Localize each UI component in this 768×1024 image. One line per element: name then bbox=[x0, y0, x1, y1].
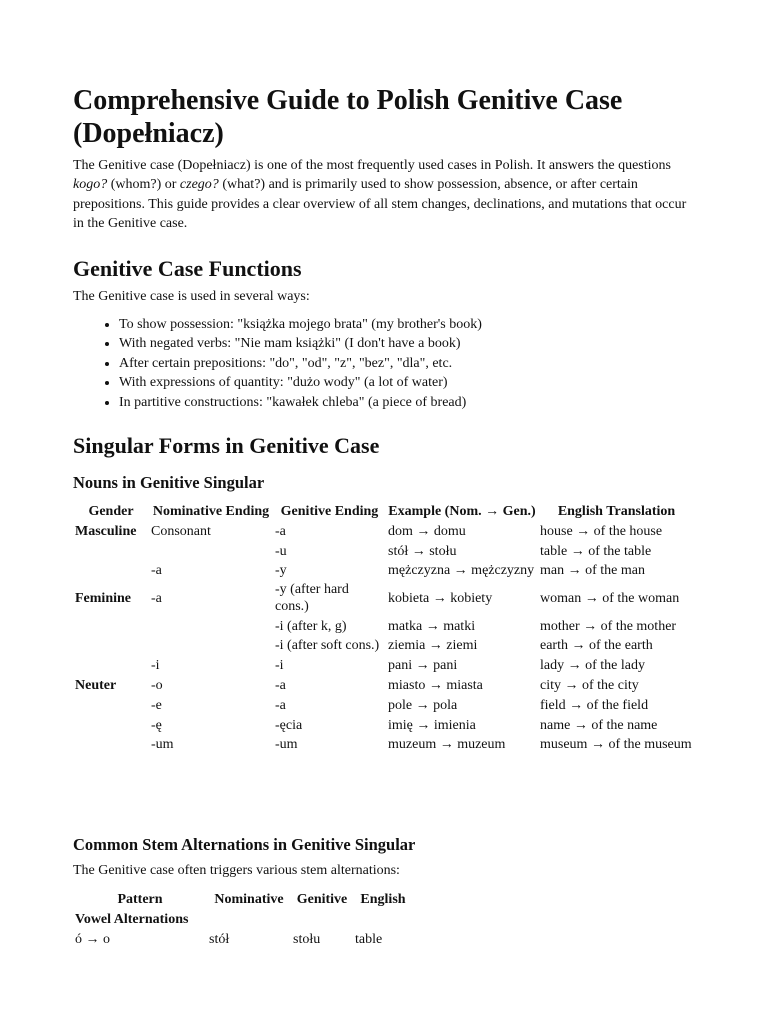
cell-example: matka → matki bbox=[388, 618, 476, 634]
cell-translation: name → of the name bbox=[540, 717, 658, 733]
table-row bbox=[73, 521, 695, 541]
cell-example: kobieta → kobiety bbox=[388, 590, 493, 606]
cell-example: muzeum → muzeum bbox=[388, 737, 506, 752]
cell-example: ziemia → ziemi bbox=[388, 638, 478, 653]
cell-genitive: -a bbox=[275, 523, 286, 539]
cell-gender bbox=[73, 735, 149, 754]
cell-gender: Neuter bbox=[75, 677, 117, 693]
column-header: English Translation bbox=[557, 504, 676, 519]
cell-translation: lady → of the lady bbox=[540, 657, 645, 673]
cell-gender bbox=[73, 561, 149, 580]
intro-text-2: (whom?) or bbox=[107, 177, 180, 193]
column-header: Gender bbox=[88, 504, 134, 519]
cell-nominative: -e bbox=[151, 697, 162, 713]
page-title: Comprehensive Guide to Polish Genitive Case (Dopełniacz) bbox=[73, 85, 623, 149]
cell-nominative: -um bbox=[151, 737, 174, 752]
table-row bbox=[73, 675, 695, 695]
cell-genitive: -i (after k, g) bbox=[275, 618, 347, 634]
cell-example: imię → imienia bbox=[388, 717, 476, 733]
cell-translation: mother → of the mother bbox=[540, 618, 677, 634]
genitive-singular-table bbox=[73, 502, 695, 754]
cell-genitive: -i (after soft cons.) bbox=[275, 638, 380, 653]
cell-example: stół → stołu bbox=[388, 543, 457, 559]
list-item: • After certain prepositions: "do", "od", "z", "bez", "dla", etc. bbox=[119, 354, 695, 373]
list-item: • With expressions of quantity: "dużo wody" (a lot of water) bbox=[119, 373, 695, 392]
intro-paragraph bbox=[73, 156, 695, 234]
nouns-heading: Nouns in Genitive Singular bbox=[73, 473, 265, 492]
cell-gender bbox=[73, 715, 149, 735]
functions-heading: Genitive Case Functions bbox=[73, 256, 302, 281]
table-row bbox=[73, 561, 695, 580]
group-label: Vowel Alternations bbox=[75, 912, 189, 927]
table-row bbox=[73, 541, 695, 561]
cell-genitive: -a bbox=[275, 697, 286, 713]
intro-text-1: The Genitive case (Dopełniacz) is one of the most frequently used cases in Polish. It answers the questions bbox=[73, 158, 671, 173]
cell-genitive: stołu bbox=[293, 932, 321, 947]
cell-example: pani → pani bbox=[388, 657, 458, 673]
cell-nominative: -i bbox=[151, 657, 160, 673]
cell-translation: house → of the house bbox=[540, 523, 663, 539]
cell-genitive: -y bbox=[275, 563, 287, 578]
table-row bbox=[73, 636, 695, 655]
list-item: • To show possession: "książka mojego brata" (my brother's book) bbox=[119, 315, 695, 334]
cell-genitive: -ęcia bbox=[275, 717, 303, 733]
cell-nominative: -o bbox=[151, 677, 163, 693]
cell-genitive: -um bbox=[275, 737, 298, 752]
table-row bbox=[73, 735, 695, 754]
cell-genitive: -a bbox=[275, 677, 286, 693]
cell-genitive: -u bbox=[275, 543, 287, 559]
column-header: Nominative Ending bbox=[152, 504, 270, 519]
cell-example: mężczyzna → mężczyzny bbox=[388, 563, 535, 578]
cell-nominative: -a bbox=[151, 590, 162, 606]
cell-english: table bbox=[355, 932, 383, 947]
column-header: Genitive bbox=[296, 892, 348, 907]
cell-nominative: Consonant bbox=[151, 523, 211, 539]
list-item: • In partitive constructions: "kawałek chleba" (a piece of bread) bbox=[119, 393, 695, 412]
cell-gender bbox=[73, 616, 149, 636]
functions-list bbox=[73, 315, 695, 412]
cell-translation: museum → of the museum bbox=[540, 737, 692, 752]
column-header: Genitive Ending bbox=[280, 504, 379, 519]
alternations-heading: Common Stem Alternations in Genitive Singular bbox=[73, 835, 416, 854]
cell-gender bbox=[73, 541, 149, 561]
cell-genitive: -i bbox=[275, 657, 284, 673]
functions-lead: The Genitive case is used in several ways: bbox=[73, 289, 310, 304]
cell-example: miasto → miasta bbox=[388, 677, 483, 693]
cell-gender: Feminine bbox=[75, 590, 131, 606]
cell-translation: man → of the man bbox=[540, 563, 645, 578]
cell-genitive: -y (after hard cons.) bbox=[275, 582, 349, 614]
cell-nominative: stół bbox=[209, 932, 230, 947]
cell-gender: Masculine bbox=[75, 523, 137, 539]
cell-translation: woman → of the woman bbox=[540, 590, 680, 606]
stem-alternations-table bbox=[73, 890, 413, 950]
cell-pattern: ó → o bbox=[75, 932, 110, 947]
table-row bbox=[73, 616, 695, 636]
cell-example: pole → pola bbox=[388, 697, 458, 713]
cell-gender bbox=[73, 655, 149, 675]
alternations-lead: The Genitive case often triggers various stem alternations: bbox=[73, 863, 400, 878]
table-row bbox=[73, 930, 413, 950]
column-header: Pattern bbox=[117, 892, 163, 907]
column-header: Nominative bbox=[214, 892, 284, 907]
cell-nominative: -a bbox=[151, 563, 162, 578]
intro-kogo: kogo? bbox=[73, 177, 108, 193]
table-header-row bbox=[73, 502, 695, 521]
table-row bbox=[73, 580, 695, 616]
cell-example: dom → domu bbox=[388, 523, 466, 539]
list-item: • With negated verbs: "Nie mam książki" (I don't have a book) bbox=[119, 334, 695, 353]
table-row bbox=[73, 695, 695, 715]
cell-translation: table → of the table bbox=[540, 543, 652, 559]
intro-text-3: (what?) and is primarily used to show possession, absence, or after certain prepositions. This guide provides a clear overview of all stem changes, declinations, and mutations that occur in the Genitive case. bbox=[73, 177, 687, 232]
table-header-row bbox=[73, 890, 413, 910]
cell-nominative bbox=[149, 541, 273, 561]
column-header: Example (Nom. → Gen.) bbox=[388, 504, 536, 519]
cell-nominative: -ę bbox=[151, 717, 162, 733]
cell-translation: city → of the city bbox=[540, 677, 639, 693]
table-row bbox=[73, 715, 695, 735]
cell-nominative bbox=[149, 636, 273, 655]
cell-gender bbox=[73, 695, 149, 715]
cell-nominative bbox=[149, 616, 273, 636]
cell-gender bbox=[73, 636, 149, 655]
table-group-row bbox=[73, 910, 413, 930]
intro-czego: czego? bbox=[179, 177, 219, 193]
document-page bbox=[73, 84, 695, 947]
column-header: English bbox=[360, 892, 406, 907]
singular-heading: Singular Forms in Genitive Case bbox=[73, 433, 380, 458]
cell-translation: field → of the field bbox=[540, 697, 649, 713]
cell-translation: earth → of the earth bbox=[540, 638, 653, 653]
table-row bbox=[73, 655, 695, 675]
